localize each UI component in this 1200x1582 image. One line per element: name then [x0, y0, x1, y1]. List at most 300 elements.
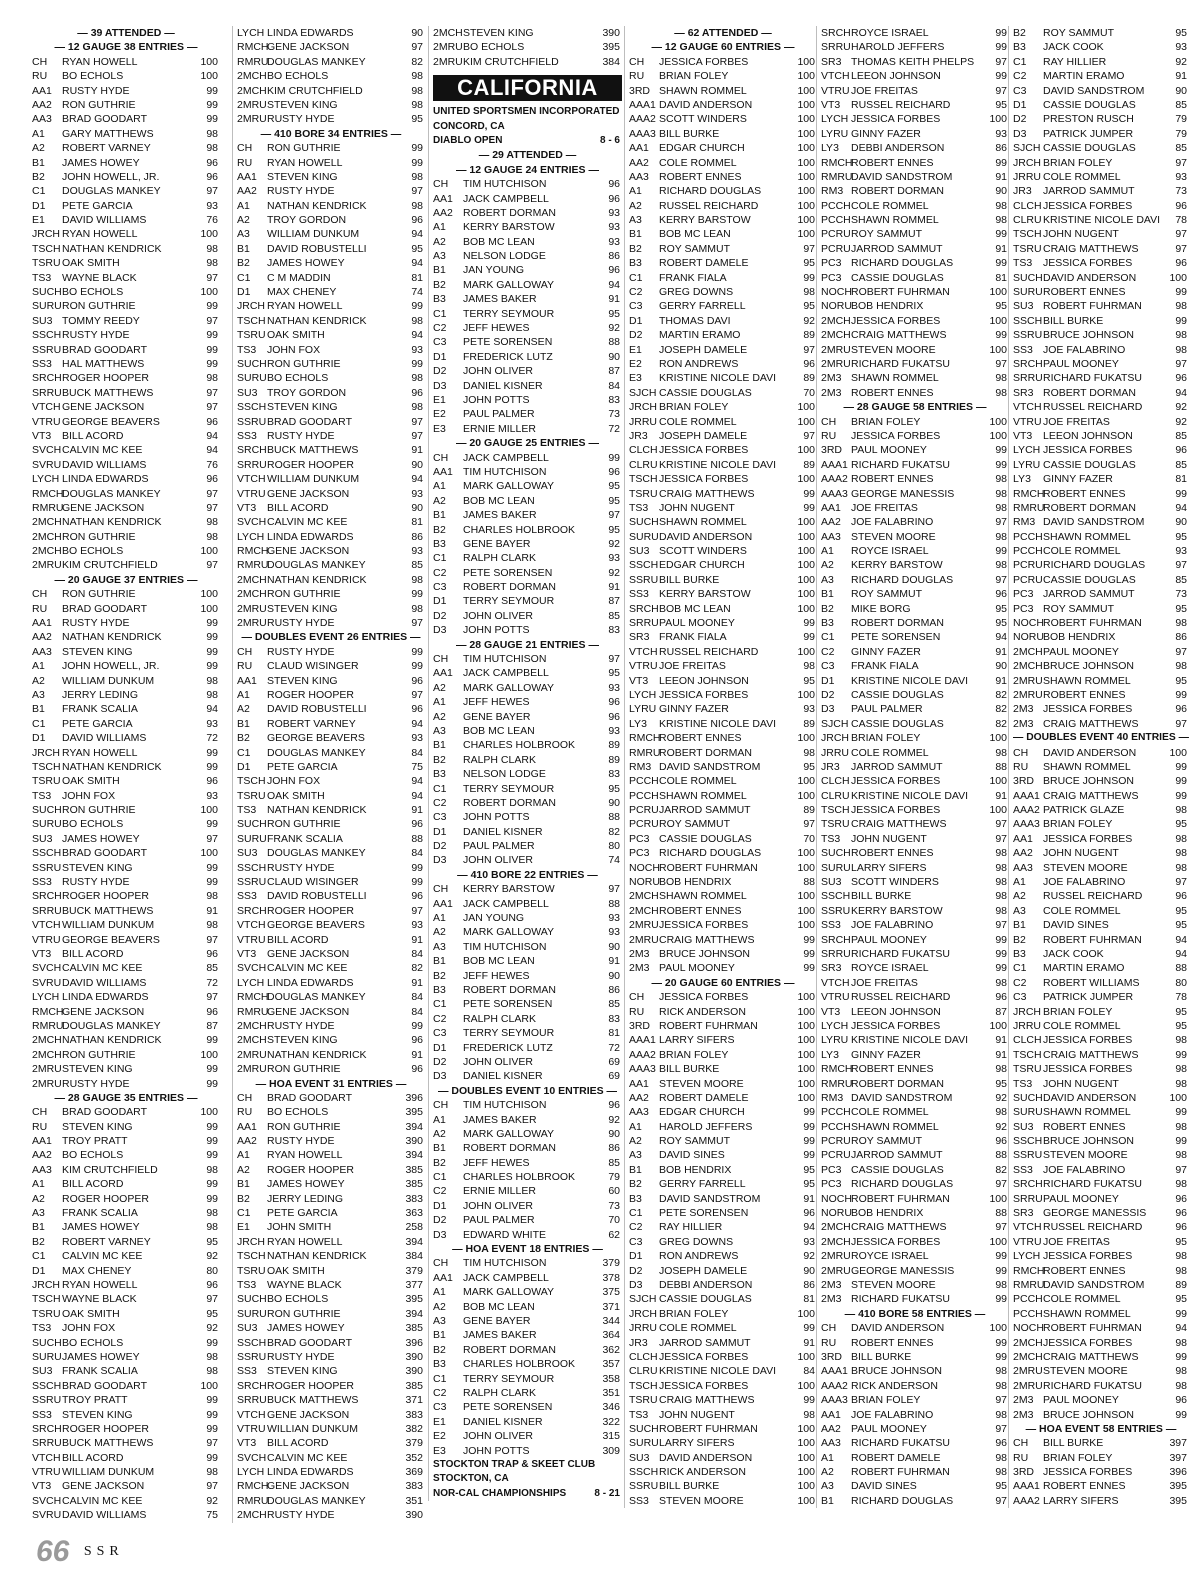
- score: 100: [797, 1466, 815, 1479]
- shooter-name: CRAIG MATTHEWS: [1043, 242, 1139, 255]
- score: 96: [206, 156, 218, 169]
- shooter-name: JESSICA FORBES: [659, 1379, 749, 1392]
- class-code: CH: [237, 645, 253, 658]
- shooter-name: BRAD GOODART: [267, 1336, 352, 1349]
- event-header: — 20 GAUGE 37 ENTRIES —: [54, 573, 198, 586]
- shooter-name: OAK SMITH: [267, 329, 325, 342]
- shooter-name: BOB HENDRIX: [659, 876, 732, 889]
- score: 96: [1175, 372, 1187, 385]
- shooter-name: DAVID SINES: [851, 1480, 917, 1493]
- class-code: AA2: [32, 1149, 52, 1162]
- score: 98: [995, 214, 1007, 227]
- shooter-name: DAVID ANDERSON: [659, 98, 753, 111]
- shooter-name: PETE SORENSEN: [463, 998, 553, 1011]
- shooter-name: JACK COOK: [1043, 41, 1104, 54]
- class-code: SSCH: [237, 1336, 267, 1349]
- result-row: [821, 746, 1009, 760]
- result-row: [237, 415, 425, 429]
- result-row: [1013, 1120, 1189, 1134]
- result-row: [237, 314, 425, 328]
- result-row: [1013, 170, 1189, 184]
- result-row: [32, 84, 220, 98]
- class-code: SJCH: [629, 1293, 657, 1306]
- score: 62: [608, 1228, 620, 1241]
- class-code: VTCH: [32, 919, 61, 932]
- result-row: [1013, 357, 1189, 371]
- score: 92: [995, 1120, 1007, 1133]
- result-row: [32, 256, 220, 270]
- shooter-name: JESSICA FORBES: [1043, 444, 1133, 457]
- shooter-name: GEORGE BEAVERS: [267, 919, 365, 932]
- score: 97: [1175, 645, 1187, 658]
- shooter-name: JARROD SAMMUT: [659, 1336, 751, 1349]
- score: 99: [206, 1422, 218, 1435]
- class-code: AA2: [237, 1135, 257, 1148]
- result-row: [32, 242, 220, 256]
- shooter-name: CHARLES HOLBROOK: [463, 1171, 576, 1184]
- result-row: [32, 1422, 220, 1436]
- class-code: SSRU: [1013, 329, 1043, 342]
- result-row: [629, 1048, 817, 1062]
- class-code: C1: [237, 1207, 251, 1220]
- shooter-name: SHAWN ROMMEL: [851, 214, 939, 227]
- shooter-name: GENE JACKSON: [267, 545, 350, 558]
- score: 99: [206, 84, 218, 97]
- result-row: [821, 1220, 1009, 1234]
- shooter-name: PAUL PALMER: [463, 1214, 535, 1227]
- class-code: B2: [433, 753, 446, 766]
- result-row: [32, 1033, 220, 1047]
- score: 97: [995, 1178, 1007, 1191]
- score: 97: [1175, 1163, 1187, 1176]
- result-row: [821, 443, 1009, 457]
- result-row: [433, 55, 622, 69]
- class-code: AA2: [32, 98, 52, 111]
- result-row: [629, 544, 817, 558]
- class-code: TSRU: [821, 818, 850, 831]
- shooter-name: CRAIG MATTHEWS: [851, 818, 947, 831]
- shooter-name: ROBERT DORMAN: [851, 617, 944, 630]
- class-code: B3: [629, 257, 642, 270]
- result-row: [821, 1451, 1009, 1465]
- shooter-name: PETE GARCIA: [62, 199, 133, 212]
- class-code: TSCH: [1013, 1048, 1042, 1061]
- result-row: [629, 1177, 817, 1191]
- result-row: [821, 1364, 1009, 1378]
- result-row: [237, 213, 425, 227]
- score: 99: [995, 228, 1007, 241]
- class-code: VTRU: [1013, 1235, 1042, 1248]
- result-row: [629, 1235, 817, 1249]
- score: 93: [995, 127, 1007, 140]
- class-code: LY3: [1013, 473, 1031, 486]
- result-row: [433, 753, 622, 767]
- result-row: [821, 69, 1009, 83]
- class-code: 2MCH: [237, 1019, 267, 1032]
- class-code: B1: [433, 264, 446, 277]
- result-row: [32, 1350, 220, 1364]
- shooter-name: GINNY FAZER: [851, 127, 921, 140]
- result-row: [433, 1285, 622, 1299]
- result-row: [433, 681, 622, 695]
- class-code: 2MRU: [821, 1250, 851, 1263]
- class-code: A2: [237, 703, 250, 716]
- score: 96: [995, 1135, 1007, 1148]
- shooter-name: RUSTY HYDE: [62, 617, 130, 630]
- score: 81: [1175, 473, 1187, 486]
- score: 96: [411, 818, 423, 831]
- result-row: [821, 602, 1009, 616]
- class-code: C1: [237, 271, 251, 284]
- shooter-name: RYAN HOWELL: [62, 55, 138, 68]
- event-header: — HOA EVENT 31 ENTRIES —: [255, 1077, 407, 1090]
- class-code: D3: [1013, 127, 1027, 140]
- shooter-name: JOHN NUGENT: [659, 501, 735, 514]
- score: 88: [995, 760, 1007, 773]
- result-row: [1013, 285, 1189, 299]
- class-code: VTCH: [237, 473, 266, 486]
- class-code: RU: [237, 1106, 253, 1119]
- score: 90: [608, 940, 620, 953]
- shooter-name: BO ECHOLS: [62, 1336, 124, 1349]
- shooter-name: RUSTY HYDE: [267, 1509, 335, 1522]
- class-code: D1: [821, 674, 835, 687]
- results-column: [428, 26, 622, 1501]
- shooter-name: JOE FREITAS: [659, 660, 726, 673]
- shooter-name: ROGER HOOPER: [62, 890, 149, 903]
- shooter-name: JESSICA FORBES: [1043, 832, 1133, 845]
- shooter-name: BO ECHOLS: [62, 286, 124, 299]
- result-row: [32, 659, 220, 673]
- class-code: CH: [433, 451, 449, 464]
- shooter-name: CRAIG MATTHEWS: [1043, 1350, 1139, 1363]
- result-row: [629, 1033, 817, 1047]
- shooter-name: GERRY FARRELL: [659, 300, 746, 313]
- score: 97: [995, 84, 1007, 97]
- score: 394: [405, 1235, 423, 1248]
- event-header: — 12 GAUGE 38 ENTRIES —: [54, 41, 198, 54]
- class-code: LYRU: [821, 127, 849, 140]
- class-code: SS3: [821, 919, 841, 932]
- club-info: [433, 134, 622, 148]
- result-row: [237, 731, 425, 745]
- class-code: E1: [433, 393, 446, 406]
- shooter-name: BOB MC LEAN: [463, 1300, 535, 1313]
- class-code: 2M3: [821, 1278, 842, 1291]
- result-row: [32, 285, 220, 299]
- score: 98: [995, 386, 1007, 399]
- class-code: AA2: [821, 516, 841, 529]
- result-row: [1013, 501, 1189, 515]
- shooter-name: CASSIE DOUGLAS: [851, 1163, 944, 1176]
- class-code: B2: [433, 523, 446, 536]
- shooter-name: PETE SORENSEN: [659, 1207, 749, 1220]
- score: 92: [608, 566, 620, 579]
- result-row: [1013, 515, 1189, 529]
- result-row: [1013, 1494, 1189, 1508]
- class-code: TSCH: [237, 1250, 266, 1263]
- class-code: AA1: [629, 1077, 649, 1090]
- score: 100: [989, 1192, 1007, 1205]
- score: 99: [1175, 1135, 1187, 1148]
- class-code: AA1: [821, 1408, 841, 1421]
- class-code: VTCH: [1013, 1221, 1042, 1234]
- class-code: AA2: [629, 156, 649, 169]
- class-code: CH: [32, 1106, 48, 1119]
- shooter-name: RUSSEL REICHARD: [1043, 890, 1143, 903]
- result-row: [237, 458, 425, 472]
- shooter-name: EDWARD WHITE: [463, 1228, 547, 1241]
- score: 91: [803, 1192, 815, 1205]
- result-row: [821, 1465, 1009, 1479]
- score: 100: [797, 904, 815, 917]
- class-code: SVCH: [237, 962, 267, 975]
- result-row: [1013, 1436, 1189, 1450]
- results-column: [816, 26, 1009, 1508]
- score: 309: [602, 1444, 620, 1457]
- score: 89: [1175, 1278, 1187, 1291]
- result-row: [32, 832, 220, 846]
- class-code: SU3: [237, 386, 258, 399]
- shooter-name: GINNY FAZER: [659, 703, 729, 716]
- result-row: [32, 1436, 220, 1450]
- result-row: [237, 156, 425, 170]
- score: 379: [405, 1264, 423, 1277]
- class-code: SRCH: [32, 372, 62, 385]
- class-code: VTRU: [821, 84, 850, 97]
- class-code: SSCH: [821, 890, 851, 903]
- score: 99: [995, 1293, 1007, 1306]
- result-row: [821, 990, 1009, 1004]
- class-code: SS3: [1013, 343, 1033, 356]
- score: 84: [411, 746, 423, 759]
- score: 96: [1175, 1221, 1187, 1234]
- shooter-name: FRANK SCALIA: [62, 1365, 138, 1378]
- score: 99: [1175, 487, 1187, 500]
- result-row: [629, 1393, 817, 1407]
- score: 97: [803, 343, 815, 356]
- class-code: C1: [433, 998, 447, 1011]
- class-code: VT3: [1013, 429, 1033, 442]
- shooter-name: RICHARD DOUGLAS: [851, 573, 954, 586]
- class-code: C1: [821, 631, 835, 644]
- class-code: AA1: [237, 170, 257, 183]
- shooter-name: ROBERT DAMELE: [659, 1091, 749, 1104]
- shooter-name: DAVID WILLIAMS: [62, 214, 147, 227]
- event-header: — 410 BORE 58 ENTRIES —: [844, 1307, 986, 1320]
- shooter-name: JESSICA FORBES: [659, 1350, 749, 1363]
- score: 100: [797, 185, 815, 198]
- shooter-name: CASSIE DOUGLAS: [659, 1293, 752, 1306]
- score: 96: [1175, 1192, 1187, 1205]
- result-row: [629, 702, 817, 716]
- score: 395: [1169, 1480, 1187, 1493]
- shooter-name: PRESTON RUSCH: [1043, 113, 1134, 126]
- shooter-name: WILLIAM DUNKUM: [267, 228, 360, 241]
- score: 377: [405, 1278, 423, 1291]
- class-code: SRCH: [237, 1379, 267, 1392]
- score: 390: [602, 27, 620, 39]
- shooter-name: ROBERT FUHRMAN: [659, 1422, 758, 1435]
- shooter-name: CHARLES HOLBROOK: [463, 523, 576, 536]
- class-code: D2: [433, 1214, 447, 1227]
- result-row: [32, 1105, 220, 1119]
- class-code: SVRU: [32, 976, 62, 989]
- result-row: [32, 1249, 220, 1263]
- score: 99: [411, 588, 423, 601]
- class-code: RMRU: [821, 170, 853, 183]
- result-row: [433, 263, 622, 277]
- class-code: RU: [821, 1336, 837, 1349]
- score: 96: [608, 465, 620, 478]
- shooter-name: RUSTY HYDE: [267, 1350, 335, 1363]
- shooter-name: RUSTY HYDE: [267, 617, 335, 630]
- score: 98: [206, 257, 218, 270]
- class-code: AA3: [32, 645, 52, 658]
- score: 93: [206, 717, 218, 730]
- class-code: CH: [1013, 1437, 1029, 1450]
- result-row: [32, 299, 220, 313]
- shooter-name: JOE FALABRINO: [1043, 343, 1126, 356]
- class-code: SRCH: [629, 602, 659, 615]
- result-row: [629, 343, 817, 357]
- club-info-text: STOCKTON, CA: [433, 1473, 509, 1485]
- result-row: [1013, 1451, 1189, 1465]
- result-row: [629, 98, 817, 112]
- score: 94: [411, 717, 423, 730]
- class-code: AAA3: [629, 1063, 656, 1076]
- class-code: 2MCH: [237, 573, 267, 586]
- result-row: [1013, 774, 1189, 788]
- shooter-name: SCOTT WINDERS: [851, 876, 939, 889]
- shooter-name: PETE SORENSEN: [463, 566, 553, 579]
- result-row: [237, 573, 425, 587]
- shooter-name: NATHAN KENDRICK: [62, 760, 162, 773]
- shooter-name: JESSICA FORBES: [1043, 1063, 1133, 1076]
- score: 94: [608, 278, 620, 291]
- shooter-name: DANIEL KISNER: [463, 1415, 543, 1428]
- shooter-name: RYAN HOWELL: [62, 1278, 138, 1291]
- shooter-name: CASSIE DOUGLAS: [1043, 573, 1136, 586]
- shooter-name: JAMES HOWEY: [62, 1221, 140, 1234]
- shooter-name: STEVEN KING: [62, 1120, 133, 1133]
- class-code: SVCH: [32, 444, 62, 457]
- class-code: A2: [237, 1163, 250, 1176]
- result-row: [32, 184, 220, 198]
- shooter-name: DAVID SANDSTROM: [659, 1192, 761, 1205]
- result-row: [32, 1019, 220, 1033]
- shooter-name: EDGAR CHURCH: [659, 1106, 745, 1119]
- shooter-name: RUSTY HYDE: [267, 185, 335, 198]
- result-row: [1013, 1379, 1189, 1393]
- score: 98: [206, 919, 218, 932]
- shooter-name: JOHN HOWELL, JR.: [62, 660, 160, 673]
- result-row: [32, 1077, 220, 1091]
- class-code: 2M3: [1013, 717, 1034, 730]
- shooter-name: SHAWN ROMMEL: [659, 516, 747, 529]
- shooter-name: GENE BAYER: [463, 537, 531, 550]
- result-row: [237, 1033, 425, 1047]
- shooter-name: ROBERT FUHRMAN: [1043, 933, 1142, 946]
- result-row: [821, 587, 1009, 601]
- class-code: E3: [433, 1444, 446, 1457]
- score: 396: [1169, 1466, 1187, 1479]
- result-row: [1013, 1235, 1189, 1249]
- score: 99: [206, 645, 218, 658]
- shooter-name: OAK SMITH: [267, 789, 325, 802]
- score: 95: [411, 242, 423, 255]
- score: 95: [1175, 818, 1187, 831]
- shooter-name: STEVEN KING: [267, 1365, 338, 1378]
- score: 97: [995, 832, 1007, 845]
- score: 97: [803, 429, 815, 442]
- shooter-name: TROY GORDON: [267, 386, 347, 399]
- class-code: LYRU: [821, 1034, 849, 1047]
- class-code: TS3: [629, 1408, 649, 1421]
- class-code: PCRU: [821, 1135, 851, 1148]
- result-row: [821, 688, 1009, 702]
- score: 91: [995, 1048, 1007, 1061]
- class-code: AAA2: [1013, 1494, 1040, 1507]
- class-code: B2: [32, 1235, 45, 1248]
- shooter-name: JARROD SAMMUT: [851, 760, 943, 773]
- class-code: AA3: [629, 170, 649, 183]
- score: 99: [803, 962, 815, 975]
- shooter-name: WILLIAM DUNKUM: [62, 1466, 155, 1479]
- class-code: E1: [629, 343, 642, 356]
- shooter-name: GREG DOWNS: [659, 1235, 734, 1248]
- shooter-name: GARY MATTHEWS: [62, 127, 154, 140]
- class-code: JRCH: [629, 1307, 657, 1320]
- score: 99: [1175, 286, 1187, 299]
- class-code: RU: [32, 602, 48, 615]
- result-row: [821, 875, 1009, 889]
- shooter-name: JAN YOUNG: [463, 912, 525, 925]
- shooter-name: TERRY SEYMOUR: [463, 1372, 555, 1385]
- score: 92: [1175, 55, 1187, 68]
- result-row: [433, 997, 622, 1011]
- result-row: [629, 386, 817, 400]
- result-row: [821, 1033, 1009, 1047]
- score: 85: [1175, 458, 1187, 471]
- class-code: SRRU: [629, 617, 659, 630]
- class-code: B2: [237, 732, 250, 745]
- shooter-name: JACK CAMPBELL: [463, 667, 549, 680]
- result-row: [237, 328, 425, 342]
- score: 99: [206, 746, 218, 759]
- score: 76: [206, 458, 218, 471]
- result-row: [629, 659, 817, 673]
- class-code: A3: [433, 940, 446, 953]
- result-row: [821, 961, 1009, 975]
- result-row: [629, 1206, 817, 1220]
- result-row: [237, 429, 425, 443]
- score: 88: [411, 832, 423, 845]
- result-row: [1013, 803, 1189, 817]
- class-code: RU: [1013, 760, 1029, 773]
- shooter-name: RICHARD FUKATSU: [851, 357, 950, 370]
- event-header: — 62 ATTENDED —: [674, 27, 772, 39]
- shooter-name: BRAD GOODART: [62, 847, 147, 860]
- class-code: 2MRU: [237, 602, 267, 615]
- class-code: SUCH: [1013, 271, 1043, 284]
- class-code: AA3: [32, 113, 52, 126]
- shooter-name: GENE JACKSON: [267, 41, 350, 54]
- result-row: [433, 551, 622, 565]
- score: 92: [1175, 415, 1187, 428]
- result-row: [821, 127, 1009, 141]
- shooter-name: CHARLES HOLBROOK: [463, 1358, 576, 1371]
